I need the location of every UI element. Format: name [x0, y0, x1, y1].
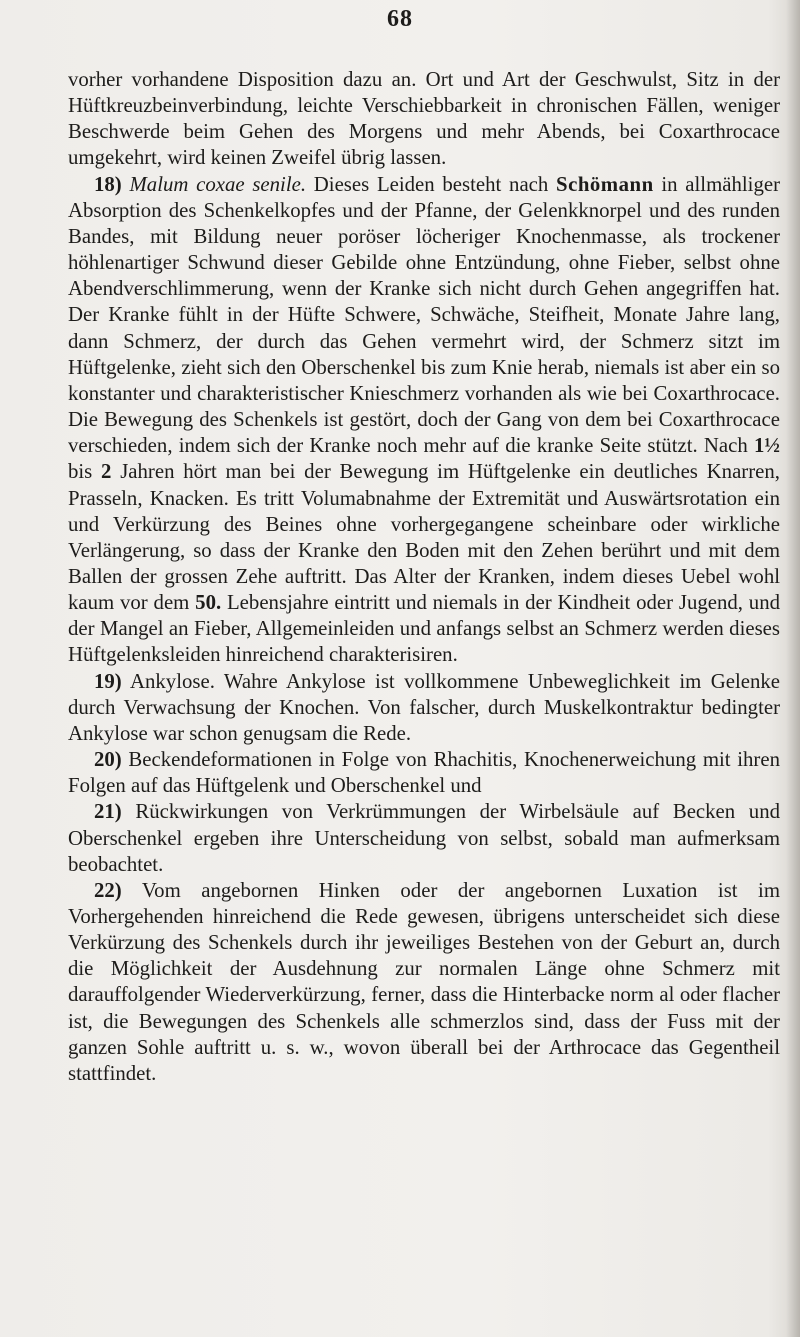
paragraph-text: Jahren hört man bei der Bewegung im Hüftgelenke ein deutliches Knarren, Prasseln, Knacken. Es tritt Volumabnahme der Extremität und Auswärtsrotation ein und Verkürzung des Beines ohne vorhergegangene scheinbare oder wirkliche Verlängerung, so dass der Kranke den Boden mit den Zehen berührt und mit dem Ballen der grossen Zehe auftritt. Das Alter der Kranken, indem dieses Uebel wohl kaum vor dem — [68, 460, 780, 615]
paragraph-19 — [68, 669, 780, 747]
paragraph-text: Beckendeformationen in Folge von Rhachitis, Knochenerweichung mit ihren Folgen auf das Hüftgelenk und Oberschenkel und — [68, 748, 780, 798]
paragraph-text: Dieses Leiden besteht nach — [306, 172, 557, 196]
paragraph-text: bis — [68, 460, 102, 484]
author-name: Schömann — [556, 172, 654, 196]
fraction-value: 1½ — [754, 434, 780, 458]
page-number: 68 — [387, 6, 413, 32]
item-number: 22) — [94, 878, 122, 902]
body-text — [68, 67, 780, 1087]
paragraph-text: Lebensjahre eintritt und niemals in der Kindheit oder Jugend, und der Mangel an Fieber, Allgemeinleiden und anfangs selbst an Schmerz werden dieses Hüftgelenksleiden hinreichend charakterisiren. — [68, 591, 780, 667]
paragraph-text: Ankylose. Wahre Ankylose ist vollkommene Unbeweglichkeit im Gelenke durch Verwachsung der Knochen. Von falscher, durch Muskelkontraktur bedingter Ankylose war schon genugsam die Rede. — [68, 669, 780, 745]
paragraph-20 — [68, 747, 780, 799]
paragraph-21 — [68, 799, 780, 877]
paragraph-text: Vom angebornen Hinken oder der angebornen Luxation ist im Vorhergehenden hinreichend die Rede gewesen, übrigens unterscheidet sich diese Verkürzung des Schenkels durch ihr jeweiliges Bestehen von der Geburt an, durch die Möglichkeit der Ausdehnung zur normalen Länge ohne Schmerz mit darauffolgender Wiederverkürzung, ferner, dass die Hinterbacke norm al oder flacher ist, die Bewegungen des Schenkels alle schmerzlos sind, dass der Fuss mit der ganzen Sohle auftritt u. s. w., wovon überall bei der Arthrocace das Gegentheil stattfindet. — [68, 878, 780, 1085]
paragraph-text: Rückwirkungen von Verkrümmungen der Wirbelsäule auf Becken und Oberschenkel ergeben ihre Unterscheidung von selbst, sobald man aufmerksam beobachtet. — [68, 800, 780, 876]
paragraph-text: in allmähliger Absorption des Schenkelkopfes und der Pfanne, der Gelenkknorpel und des runden Bandes, mit Bildung neuer poröser löcheriger Knochenmasse, als trockener höhlenartiger Schwund dieser Gebilde ohne Entzündung, ohne Fieber, selbst ohne Abendverschlimmerung, wenn der Kranke sich nicht durch Gehen angegriffen hat. Der Kranke fühlt in der Hüfte Schwere, Schwäche, Steifheit, Monate Jahre lang, dann Schmerz, der durch das Gehen vermehrt wird, der Schmerz sitzt im Hüftgelenke, zieht sich den Oberschenkel bis zum Knie herab, niemals ist aber ein so konstanter und charakteristischer Knieschmerz vorhanden als wie bei Coxarthrocace. Die Bewegung des Schenkels ist gestört, doch der Gang von dem bei Coxarthrocace verschieden, indem sich der Kranke noch mehr auf die kranke Seite stützt. Nach — [68, 172, 781, 458]
age-value: 50. — [195, 591, 222, 615]
item-number: 20) — [94, 748, 122, 772]
paragraph-18 — [68, 172, 780, 669]
item-number: 18) — [94, 172, 122, 196]
paragraph-22 — [68, 878, 780, 1087]
page-edge-shadow — [786, 0, 800, 1337]
item-number: 19) — [94, 669, 122, 693]
paragraph-continued: vorher vorhandene Disposition dazu an. Ort und Art der Geschwulst, Sitz in der Hüftkreuzbeinverbindung, leichte Verschiebbarkeit in chronischen Fällen, weniger Beschwerde beim Gehen des Morgens und mehr Abends, bei Coxarthrocace umgekehrt, wird keinen Zweifel übrig lassen. — [68, 68, 780, 170]
item-number: 21) — [94, 800, 122, 824]
item-title: Malum coxae senile. — [129, 172, 307, 196]
years-value: 2 — [101, 460, 112, 484]
